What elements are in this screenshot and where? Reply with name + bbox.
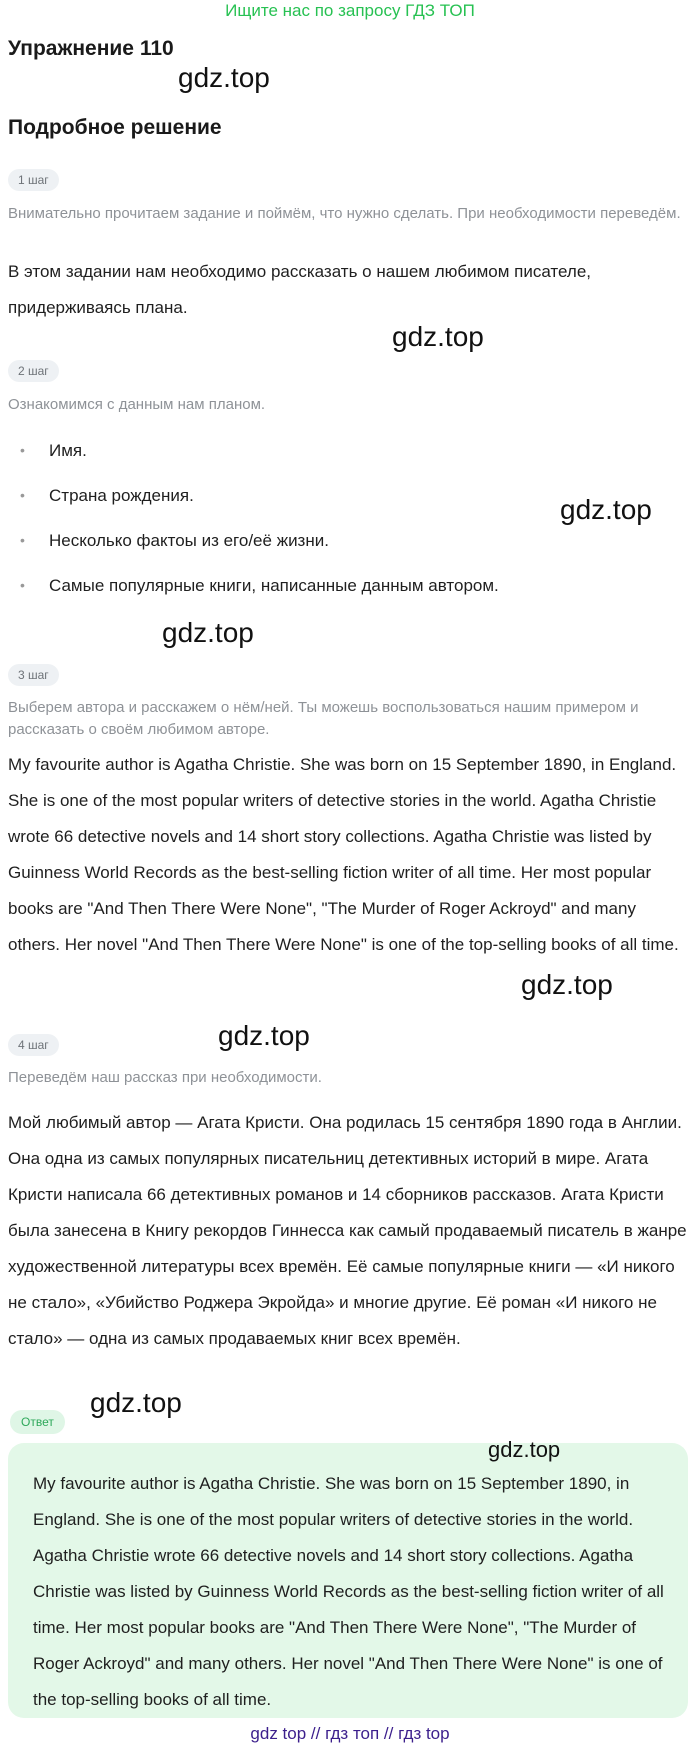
list-item: • Несколько фактоы из его/её жизни. bbox=[20, 518, 680, 563]
step-text: My favourite author is Agatha Christie. She was born on 15 September 1890, in England. She is one of the most popular writers of detective stories in the world. Agatha Christie wrote 66 detective novels and 14 short story collections. Agatha Christie was listed by Guinness World Records as the best-selling fiction writer of all time. Her most popular books are "And Then There Were None", "The Murder of Roger Ackroyd" and many others. Her novel "And Then There Were None" is one of the top-selling books of all time. bbox=[8, 755, 679, 954]
watermark: gdz.top bbox=[218, 1020, 310, 1051]
step-hint: Переведём наш рассказ при необходимости. bbox=[8, 1069, 322, 1086]
step-badge: 3 шаг bbox=[8, 664, 59, 686]
watermark: gdz.top bbox=[178, 62, 270, 93]
watermark: gdz.top bbox=[521, 969, 613, 1000]
answer-text: My favourite author is Agatha Christie. She was born on 15 September 1890, in England. She is one of the most popular writers of detective stories in the world. Agatha Christie wrote 66 detective novels and 14 short story collections. Agatha Christie was listed by Guinness World Records as the best-selling fiction writer of all time. Her most popular books are "And Then There Were None", "The Murder of Roger Ackroyd" and many others. Her novel "And Then There Were None" is one of the top-selling books of all time. bbox=[33, 1474, 664, 1709]
section-title: Подробное решение bbox=[8, 116, 222, 139]
list-item: • Самые популярные книги, написанные данным автором. bbox=[20, 563, 680, 608]
watermark: gdz.top bbox=[90, 1387, 182, 1418]
watermark: gdz.top bbox=[162, 617, 254, 648]
watermark: gdz.top bbox=[392, 321, 484, 352]
list-item: • Имя. bbox=[20, 428, 680, 473]
watermark: gdz.top bbox=[560, 494, 652, 525]
step-badge: 4 шаг bbox=[8, 1034, 59, 1056]
footer-links: gdz top // гдз топ // гдз top bbox=[250, 1724, 450, 1743]
step-hint: Выберем автора и расскажем о нём/ней. Ты можешь воспользоваться нашим примером и рассказать о своём любимом авторе. bbox=[8, 699, 639, 738]
page-title: Упражнение 110 bbox=[8, 37, 174, 60]
watermark: gdz.top bbox=[488, 1437, 561, 1462]
search-banner: Ищите нас по запросу ГДЗ ТОП bbox=[225, 1, 475, 20]
answer-badge: Ответ bbox=[10, 1410, 65, 1434]
step-badge: 1 шаг bbox=[8, 169, 59, 191]
step-badge: 2 шаг bbox=[8, 360, 59, 382]
step-text: В этом задании нам необходимо рассказать о нашем любимом писателе, придерживаясь плана. bbox=[8, 262, 592, 317]
step-text: Мой любимый автор — Агата Кристи. Она родилась 15 сентября 1890 года в Англии. Она одна из самых популярных писательниц детективных историй в мире. Агата Кристи написала 66 детективных романов и 14 сборников рассказов. Агата Кристи была занесена в Книгу рекордов Гиннесса как самый продаваемый писатель в жанре художественной литературы всех времён. Её самые популярные книги — «И никого не стало», «Убийство Роджера Экройда» и многие другие. Её роман «И никого не стало» — одна из самых продаваемых книг всех времён. bbox=[8, 1113, 687, 1348]
step-hint: Ознакомимся с данным нам планом. bbox=[8, 396, 266, 413]
list-item: • Страна рождения. bbox=[20, 473, 680, 518]
step-hint: Внимательно прочитаем задание и поймём, что нужно сделать. При необходимости переведём. bbox=[8, 205, 681, 222]
